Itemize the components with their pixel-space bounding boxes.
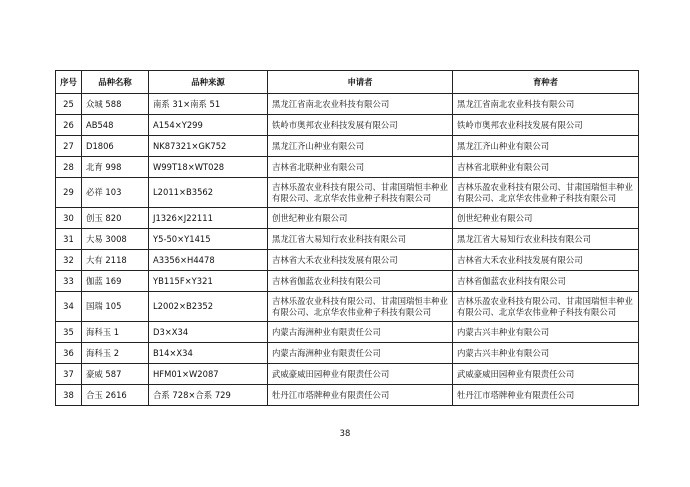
table-row [56,208,639,229]
header-source: 品种来源 [149,71,268,94]
cell-name: 北育 998 [82,157,149,178]
cell-name: 海科玉 1 [82,322,149,343]
cell-no: 26 [56,115,82,136]
cell-no: 28 [56,157,82,178]
cell-no: 25 [56,94,82,115]
table-row [56,178,639,208]
header-breeder: 育种者 [453,71,639,94]
cell-name: D1806 [82,136,149,157]
cell-breeder: 吉林乐盈农业科技有限公司、甘肃国瑞恒丰种业有限公司、北京华农伟业种子科技有限公司 [453,292,639,322]
cell-breeder: 武威豪威田园种业有限责任公司 [453,364,639,385]
cell-applicant: 黑龙江省南北农业科技有限公司 [268,94,453,115]
cell-no: 30 [56,208,82,229]
cell-breeder: 创世纪种业有限公司 [453,208,639,229]
table-row [56,385,639,406]
page-number: 38 [339,428,351,438]
table-row [56,271,639,292]
cell-source: YB115F×Y321 [149,271,268,292]
cell-source: Y5-50×Y1415 [149,229,268,250]
cell-source: L2002×B2352 [149,292,268,322]
cell-applicant: 吉林省伽蓝农业科技有限公司 [268,271,453,292]
cell-name: 必祥 103 [82,178,149,208]
header-name: 品种名称 [82,71,149,94]
cell-name: 众城 588 [82,94,149,115]
table-row [56,94,639,115]
cell-source: NK87321×GK752 [149,136,268,157]
cell-name: 创玉 820 [82,208,149,229]
header-no: 序号 [56,71,82,94]
cell-breeder: 吉林省北联种业有限公司 [453,157,639,178]
cell-source: W99T18×WT028 [149,157,268,178]
table-row [56,322,639,343]
table-row [56,292,639,322]
variety-table [55,70,639,406]
cell-breeder: 内蒙古兴丰种业有限公司 [453,322,639,343]
table-row [56,115,639,136]
cell-applicant: 吉林乐盈农业科技有限公司、甘肃国瑞恒丰种业有限公司、北京华农伟业种子科技有限公司 [268,292,453,322]
cell-name: 海科玉 2 [82,343,149,364]
cell-name: 大有 2118 [82,250,149,271]
cell-applicant: 创世纪种业有限公司 [268,208,453,229]
cell-source: B14×X34 [149,343,268,364]
cell-source: 合系 728×合系 729 [149,385,268,406]
table-row [56,229,639,250]
cell-no: 27 [56,136,82,157]
cell-name: 合玉 2616 [82,385,149,406]
cell-breeder: 内蒙古兴丰种业有限公司 [453,343,639,364]
cell-source: HFM01×W2087 [149,364,268,385]
cell-breeder: 黑龙江齐山种业有限公司 [453,136,639,157]
cell-applicant: 牡丹江市塔牌种业有限责任公司 [268,385,453,406]
cell-applicant: 黑龙江省大易知行农业科技有限公司 [268,229,453,250]
cell-applicant: 内蒙古海洲种业有限责任公司 [268,322,453,343]
cell-applicant: 吉林乐盈农业科技有限公司、甘肃国瑞恒丰种业有限公司、北京华农伟业种子科技有限公司 [268,178,453,208]
header-applicant: 申请者 [268,71,453,94]
table-row [56,250,639,271]
cell-no: 37 [56,364,82,385]
cell-no: 33 [56,271,82,292]
cell-source: A3356×H4478 [149,250,268,271]
table-header-row [56,71,639,94]
cell-name: 国瑞 105 [82,292,149,322]
cell-no: 32 [56,250,82,271]
cell-no: 34 [56,292,82,322]
cell-breeder: 黑龙江省大易知行农业科技有限公司 [453,229,639,250]
cell-source: A154×Y299 [149,115,268,136]
cell-name: 大易 3008 [82,229,149,250]
cell-source: J1326×J22111 [149,208,268,229]
cell-no: 35 [56,322,82,343]
cell-applicant: 武威豪威田园种业有限责任公司 [268,364,453,385]
cell-source: 南系 31×南系 51 [149,94,268,115]
cell-breeder: 牡丹江市塔牌种业有限责任公司 [453,385,639,406]
table-row [56,343,639,364]
cell-no: 38 [56,385,82,406]
cell-no: 29 [56,178,82,208]
cell-applicant: 吉林省大禾农业科技发展有限公司 [268,250,453,271]
cell-name: 伽蓝 169 [82,271,149,292]
cell-applicant: 吉林省北联种业有限公司 [268,157,453,178]
cell-source: D3×X34 [149,322,268,343]
cell-name: 豪威 587 [82,364,149,385]
table-row [56,136,639,157]
cell-breeder: 铁岭市奥邦农业科技发展有限公司 [453,115,639,136]
cell-breeder: 吉林省伽蓝农业科技有限公司 [453,271,639,292]
cell-no: 31 [56,229,82,250]
cell-breeder: 吉林乐盈农业科技有限公司、甘肃国瑞恒丰种业有限公司、北京华农伟业种子科技有限公司 [453,178,639,208]
cell-breeder: 黑龙江省南北农业科技有限公司 [453,94,639,115]
cell-applicant: 铁岭市奥邦农业科技发展有限公司 [268,115,453,136]
cell-no: 36 [56,343,82,364]
cell-source: L2011×B3562 [149,178,268,208]
cell-applicant: 黑龙江齐山种业有限公司 [268,136,453,157]
table-row [56,364,639,385]
cell-breeder: 吉林省大禾农业科技发展有限公司 [453,250,639,271]
cell-applicant: 内蒙古海洲种业有限责任公司 [268,343,453,364]
table-row [56,157,639,178]
cell-name: AB548 [82,115,149,136]
